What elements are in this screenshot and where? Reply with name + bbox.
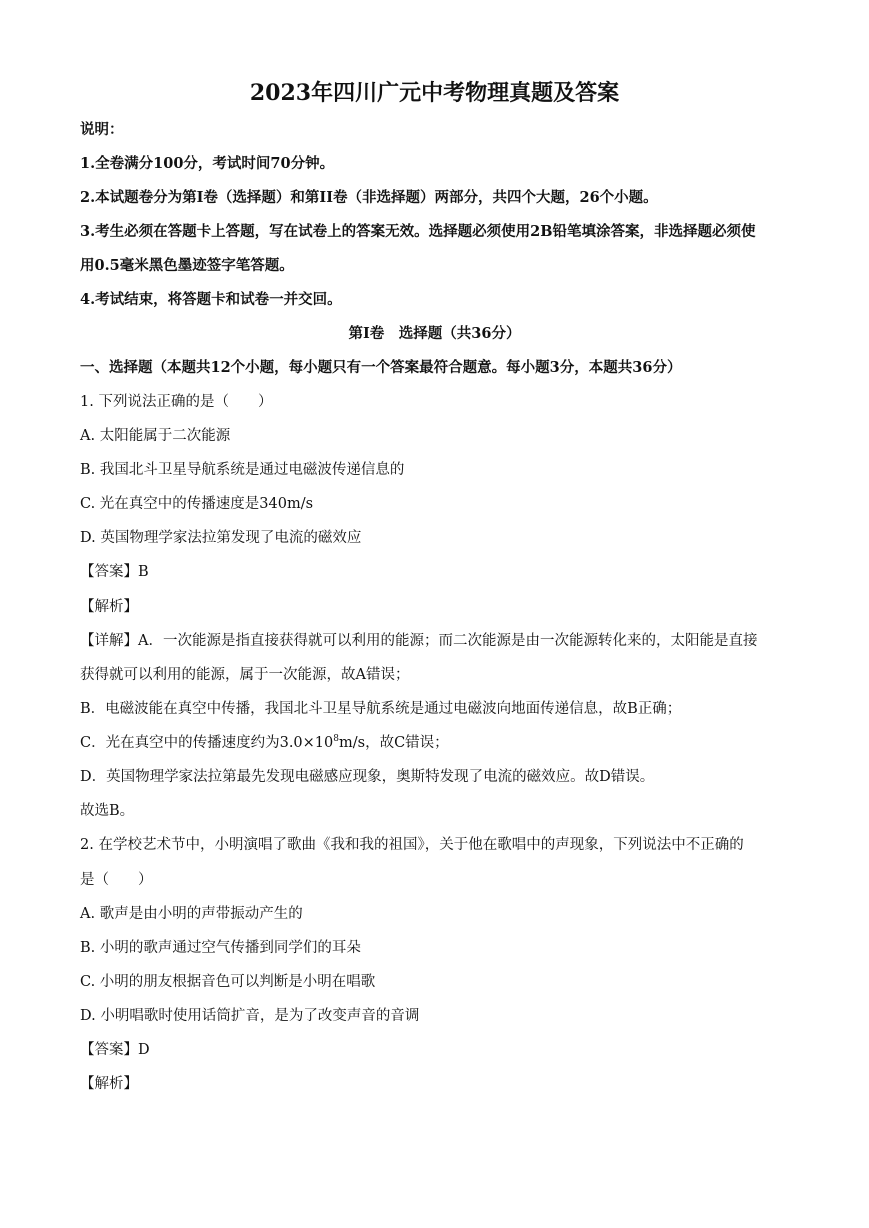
part-heading: 第I卷 选择题（共36分） (348, 325, 521, 342)
instruction-item: 4.考试结束，将答题卡和试卷一并交回。 (80, 291, 342, 308)
instruction-item: 用0.5毫米黑色墨迹签字笔答题。 (80, 257, 294, 274)
question-1-detail: 获得就可以利用的能源，属于一次能源，故A错误； (80, 667, 410, 683)
question-2-stem: 是（ ） (80, 872, 153, 888)
question-1-detail: D．英国物理学家法拉第最先发现电磁感应现象，奥斯特发现了电流的磁效应。故D错误。 (80, 769, 655, 785)
question-1-answer: 【答案】B (80, 564, 149, 580)
exponent: 8 (333, 734, 339, 745)
instructions-heading: 说明： (80, 121, 124, 138)
document-title: 2023年四川广元中考物理真题及答案 (249, 80, 620, 106)
question-1-detail: 【详解】A．一次能源是指直接获得就可以利用的能源；而二次能源是由一次能源转化来的，太阳能是直接 (80, 633, 758, 649)
question-2-option-c: C. 小明的朋友根据音色可以判断是小明在唱歌 (80, 974, 376, 990)
question-1-detail: B．电磁波能在真空中传播，我国北斗卫星导航系统是通过电磁波向地面传递信息，故B正确； (80, 701, 682, 717)
question-2-option-b: B. 小明的歌声通过空气传播到同学们的耳朵 (80, 940, 361, 956)
question-2-analysis-label: 【解析】 (80, 1076, 138, 1092)
detail-text: m/s，故C错误； (339, 735, 449, 751)
question-1-detail (80, 733, 449, 753)
question-1-option-d: D. 英国物理学家法拉第发现了电流的磁效应 (80, 530, 362, 546)
section-heading: 一、选择题（本题共12个小题，每小题只有一个答案最符合题意。每小题3分，本题共36分） (80, 359, 682, 376)
question-2-answer: 【答案】D (80, 1042, 150, 1058)
instruction-item: 1.全卷满分100分，考试时间70分钟。 (80, 155, 335, 172)
instruction-item: 3.考生必须在答题卡上答题，写在试卷上的答案无效。选择题必须使用2B铅笔填涂答案，非选择题必须使 (80, 223, 756, 240)
question-1-analysis-label: 【解析】 (80, 599, 138, 615)
question-1-conclusion: 故选B。 (80, 803, 135, 819)
instruction-item: 2.本试题卷分为第I卷（选择题）和第II卷（非选择题）两部分，共四个大题，26个小题。 (80, 189, 658, 206)
question-2-option-d: D. 小明唱歌时使用话筒扩音，是为了改变声音的音调 (80, 1008, 420, 1024)
question-1-option-c: C. 光在真空中的传播速度是340m/s (80, 496, 314, 512)
question-1-option-b: B. 我国北斗卫星导航系统是通过电磁波传递信息的 (80, 462, 405, 478)
detail-text: C．光在真空中的传播速度约为3.0×10 (80, 735, 334, 751)
question-2-stem: 2. 在学校艺术节中，小明演唱了歌曲《我和我的祖国》，关于他在歌唱中的声现象，下列说法中不正确的 (80, 837, 744, 853)
question-1-option-a: A. 太阳能属于二次能源 (80, 428, 231, 444)
question-1-stem: 1. 下列说法正确的是（ ） (80, 394, 273, 410)
question-2-option-a: A. 歌声是由小明的声带振动产生的 (80, 906, 303, 922)
